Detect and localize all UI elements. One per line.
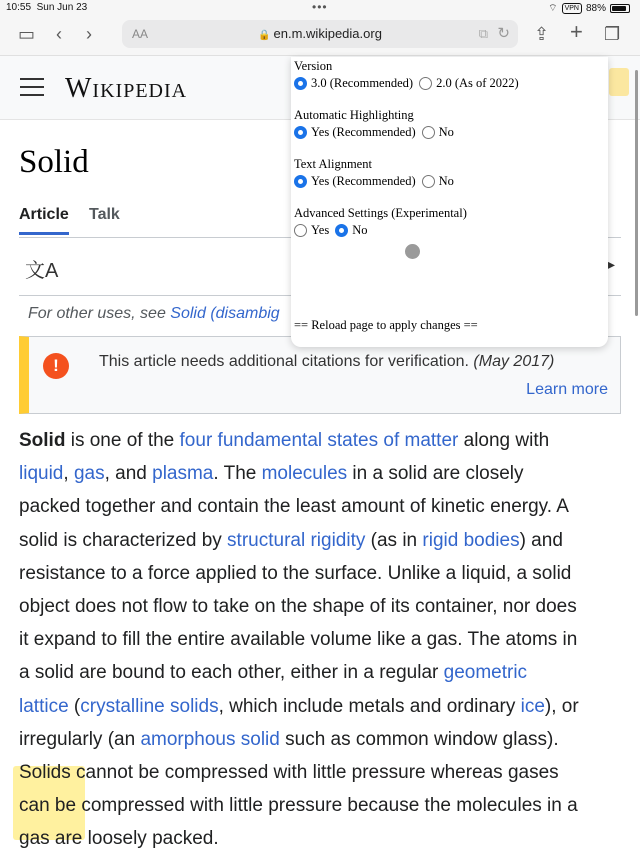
article-line — [19, 457, 621, 490]
article-text: (as in — [365, 529, 423, 551]
advanced-radio-no[interactable] — [335, 224, 348, 237]
tab-article[interactable]: Article — [19, 206, 69, 235]
address-bar[interactable] — [122, 20, 518, 48]
status-time: 10:55 Sun Jun 23 — [6, 2, 88, 13]
version-radio-2[interactable] — [419, 77, 432, 90]
version-options — [294, 76, 525, 91]
article-text: a solid are bound to each other, either in a regular — [19, 662, 444, 684]
radio-label: No — [438, 174, 454, 188]
alignment-radio-no[interactable] — [422, 175, 435, 188]
article-line — [19, 789, 621, 822]
vpn-badge: VPN — [562, 3, 582, 14]
article-text: ), or — [544, 695, 579, 717]
language-icon[interactable]: 文A — [25, 260, 59, 282]
article-link[interactable]: ice — [520, 695, 545, 717]
article-line — [19, 424, 621, 457]
reload-note: == Reload page to apply changes == — [294, 318, 478, 332]
radio-label: Yes — [311, 223, 330, 237]
article-text: solid is characterized by — [19, 529, 228, 551]
advanced-radio-yes[interactable] — [294, 224, 307, 237]
reader-text-size-button[interactable]: AA — [132, 27, 149, 41]
article-text: Solids cannot be compressed with little pressure whereas gases — [19, 761, 559, 783]
article-text: Solid — [19, 430, 66, 451]
highlighting-radio-no[interactable] — [422, 126, 435, 139]
highlighting-label: Automatic Highlighting — [294, 108, 414, 122]
article-text: packed together and contain the least amount of kinetic energy. A — [19, 496, 569, 518]
multitasking-dots[interactable]: ••• — [312, 0, 328, 14]
article-text: is one of the — [65, 430, 180, 451]
radio-label: 3.0 (Recommended) — [311, 76, 414, 90]
article-text: in a solid are closely — [347, 463, 524, 485]
version-radio-3[interactable] — [294, 77, 307, 90]
article-text: ) and — [519, 529, 563, 551]
citation-notice — [19, 336, 621, 414]
highlighting-radio-yes[interactable] — [294, 126, 307, 139]
settings-popup — [291, 57, 608, 347]
article-body — [19, 424, 621, 855]
page-title: Solid — [19, 144, 89, 180]
version-label: Version — [294, 59, 333, 73]
radio-label: 2.0 (As of 2022) — [436, 76, 519, 90]
forward-icon[interactable]: › — [86, 24, 92, 44]
article-link[interactable]: liquid — [19, 463, 64, 485]
advanced-label: Advanced Settings (Experimental) — [294, 206, 467, 220]
sidebar-icon[interactable]: ▭ — [18, 24, 36, 44]
article-text: such as common window glass). — [279, 728, 559, 750]
radio-label: Yes (Recommended) — [311, 125, 416, 139]
article-text: resistance to a force applied to the surface. Unlike a liquid, a solid — [19, 562, 572, 584]
radio-label: No — [438, 125, 454, 139]
alignment-label: Text Alignment — [294, 157, 372, 171]
warning-icon: ! — [43, 353, 69, 379]
learn-more-link[interactable]: Learn more — [526, 381, 608, 398]
article-link[interactable]: rigid bodies — [422, 529, 520, 551]
radio-label: No — [352, 223, 368, 237]
article-text: , which include metals and ordinary — [218, 695, 521, 717]
wifi-icon: ⌔ — [548, 3, 558, 14]
lock-icon: 🔒 — [258, 30, 271, 41]
article-link[interactable]: structural rigidity — [227, 529, 366, 551]
highlighting-options — [294, 125, 460, 140]
scrollbar[interactable] — [635, 70, 638, 316]
article-text: . The — [213, 463, 262, 485]
article-line — [19, 623, 621, 656]
article-text: along with — [458, 430, 550, 451]
extension-icon[interactable]: ⧉ — [478, 26, 488, 41]
article-text: , — [63, 463, 74, 485]
hatnote: For other uses, see Solid (disambig — [28, 305, 280, 322]
article-link[interactable]: crystalline solids — [80, 695, 219, 717]
article-text: can be compressed with little pressure because the molecules in a — [19, 795, 578, 817]
share-icon[interactable]: ⇪ — [534, 24, 550, 44]
notice-text: This article needs additional citations for verification. (May 2017) — [99, 353, 555, 370]
article-link[interactable]: four fundamental states of matter — [179, 430, 459, 451]
loading-spinner-icon — [405, 244, 420, 259]
reload-icon[interactable]: ↻ — [497, 25, 510, 42]
battery-icon — [610, 4, 630, 13]
article-link[interactable]: geometric — [443, 662, 528, 684]
alignment-radio-yes[interactable] — [294, 175, 307, 188]
tab-talk[interactable]: Talk — [89, 206, 120, 223]
article-text: gas are loosely packed. — [19, 828, 219, 850]
highlight-mark — [609, 68, 629, 96]
alignment-options — [294, 174, 460, 189]
article-link[interactable]: lattice — [19, 695, 69, 717]
article-link[interactable]: amorphous solid — [140, 728, 280, 750]
disambiguation-link[interactable]: Solid (disambig — [170, 305, 280, 322]
article-line — [19, 690, 621, 723]
wikipedia-logo[interactable]: Wikipedia — [65, 73, 188, 104]
battery-percent: 88% — [585, 3, 606, 14]
article-text: , and — [104, 463, 153, 485]
advanced-options — [294, 223, 373, 238]
back-icon[interactable]: ‹ — [56, 24, 62, 44]
article-line — [19, 822, 621, 855]
article-line — [19, 756, 621, 789]
article-line — [19, 524, 621, 557]
article-link[interactable]: gas — [73, 463, 105, 485]
article-text: object does not flow to take on the shape of its container, nor does — [19, 595, 577, 617]
article-line — [19, 590, 621, 623]
article-line — [19, 490, 621, 523]
article-text: irregularly (an — [19, 728, 141, 750]
article-line — [19, 557, 621, 590]
article-link[interactable]: molecules — [261, 463, 348, 485]
status-bar — [0, 0, 640, 16]
radio-label: Yes (Recommended) — [311, 174, 416, 188]
browser-toolbar — [0, 16, 640, 56]
article-line — [19, 656, 621, 689]
article-text: ( — [68, 695, 81, 717]
chevron-right-icon[interactable]: ▸ — [607, 256, 615, 272]
menu-icon[interactable] — [20, 78, 44, 96]
tabs-overview-icon[interactable]: ❐ — [604, 24, 621, 44]
article-text: it expand to fill the entire available volume like a gas. The atoms in — [19, 629, 578, 651]
article-link[interactable]: plasma — [152, 463, 214, 485]
article-line — [19, 723, 621, 756]
url-text[interactable]: 🔒 en.m.wikipedia.org — [258, 26, 382, 41]
new-tab-icon[interactable]: + — [570, 19, 583, 44]
